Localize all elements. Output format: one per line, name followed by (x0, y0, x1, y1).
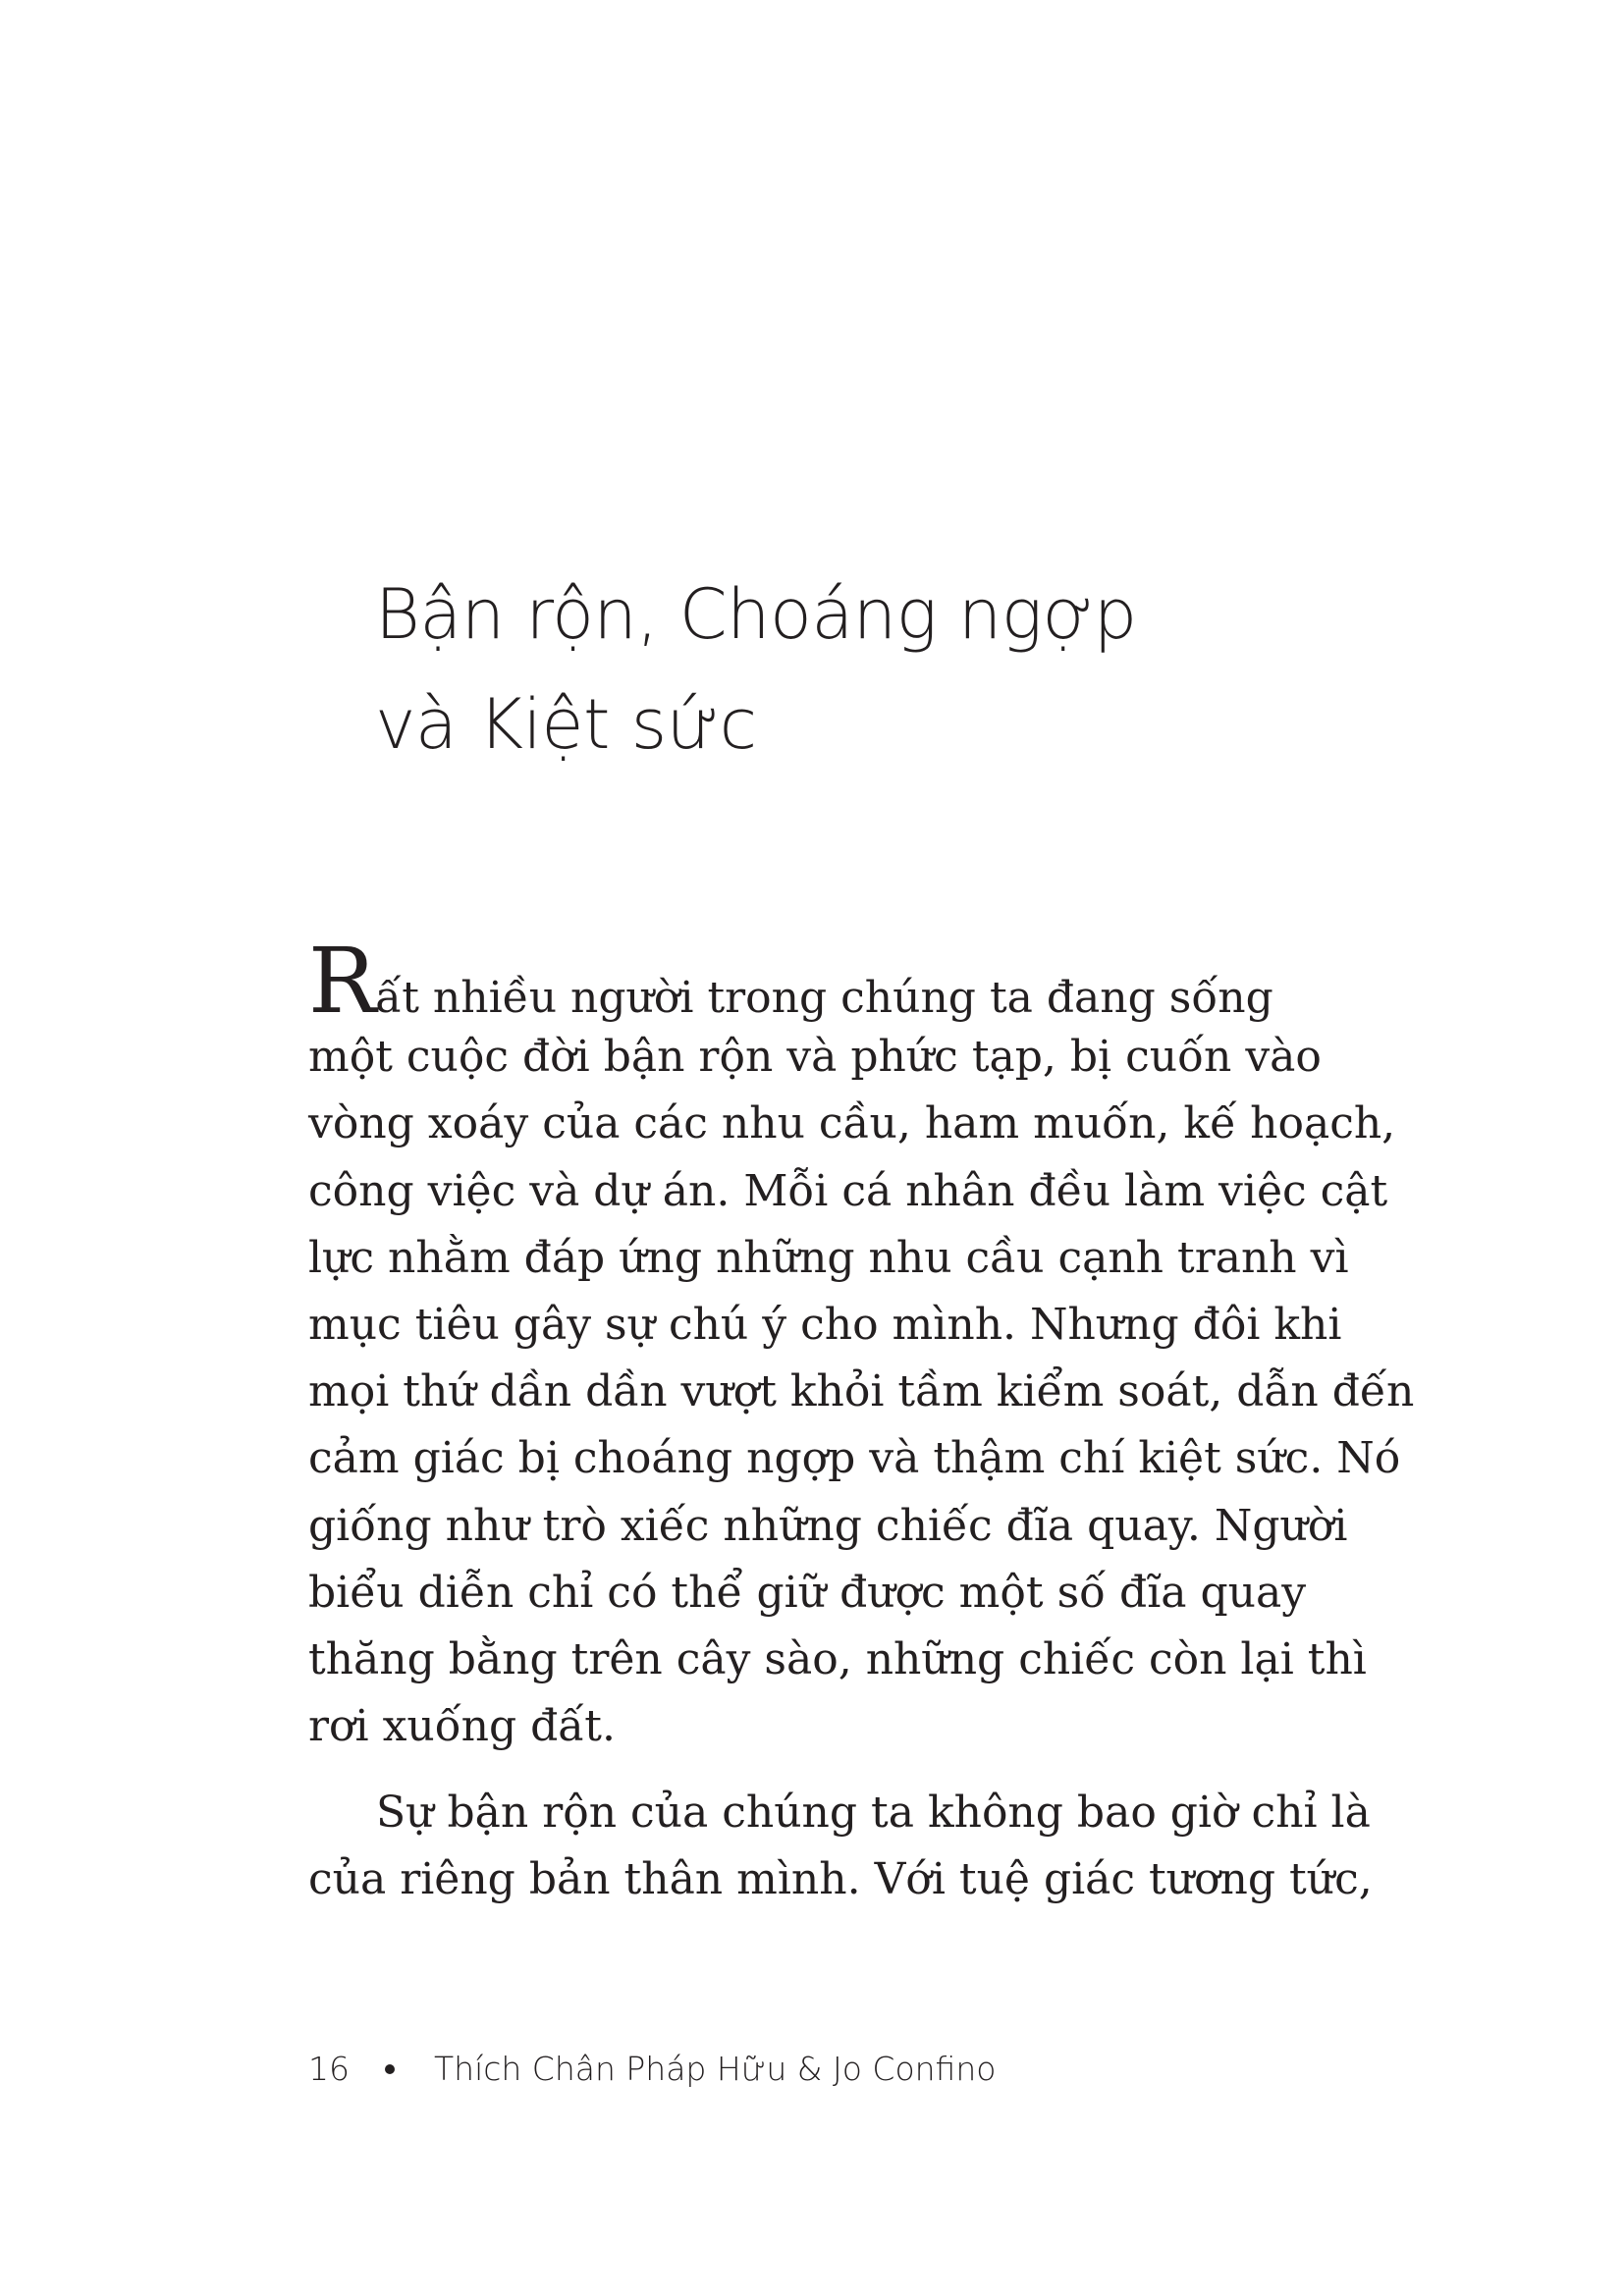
text-line: biểu diễn chỉ có thể giữ được một số đĩa quay (308, 1567, 1307, 1618)
paragraph-2 (308, 1780, 1373, 1913)
text-line: vòng xoáy của các nhu cầu, ham muốn, kế hoạch, (308, 1098, 1396, 1149)
text-line: Sự bận rộn của chúng ta không bao giờ chỉ là (376, 1788, 1371, 1839)
drop-cap: R (308, 929, 377, 1034)
text-line: công việc và dự án. Mỗi cá nhân đều làm việc cật (308, 1165, 1388, 1216)
page-number: 16 (308, 2050, 350, 2088)
chapter-title-line-2: và Kiệt sức (375, 684, 757, 765)
text-line: thăng bằng trên cây sào, những chiếc còn lại thì (308, 1633, 1367, 1684)
chapter-title-line-1: Bận rộn, Choáng ngợp (375, 574, 1137, 655)
bullet-separator-icon (385, 2064, 395, 2074)
footer-authors: Thích Chân Pháp Hữu & Jo Confino (434, 2050, 997, 2088)
body-text (308, 929, 1415, 1914)
page-footer (308, 2048, 996, 2091)
text-line (308, 929, 1273, 1034)
text-line-content: ất nhiều người trong chúng ta đang sống (375, 973, 1273, 1023)
text-line: lực nhằm đáp ứng những nhu cầu cạnh tranh vì (308, 1232, 1349, 1283)
text-line: của riêng bản thân mình. Với tuệ giác tương tức, (308, 1854, 1373, 1905)
text-line: mọi thứ dần dần vượt khỏi tầm kiểm soát, dẫn đến (308, 1366, 1415, 1417)
chapter-title (375, 560, 1357, 779)
text-line: cảm giác bị choáng ngợp và thậm chí kiệt sức. Nó (308, 1433, 1401, 1484)
text-line: rơi xuống đất. (308, 1701, 616, 1752)
text-line: giống như trò xiếc những chiếc đĩa quay. Người (308, 1500, 1348, 1551)
paragraph-gap (308, 1760, 1271, 1780)
paragraph-1 (308, 929, 1415, 1760)
text-line: một cuộc đời bận rộn và phức tạp, bị cuốn vào (308, 1032, 1322, 1083)
text-line: mục tiêu gây sự chú ý cho mình. Nhưng đôi khi (308, 1299, 1342, 1350)
